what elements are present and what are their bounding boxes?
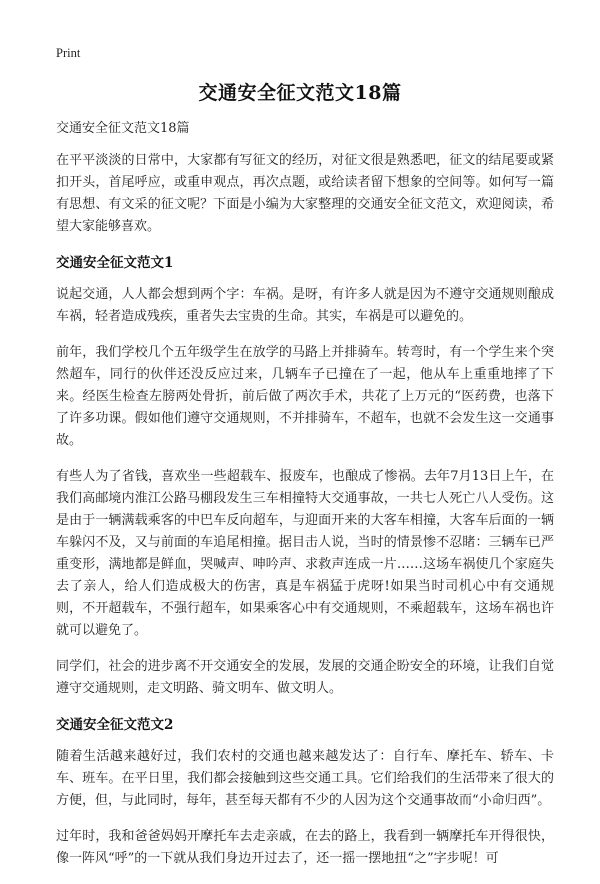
section1-paragraph: 说起交通，人人都会想到两个字：车祸。是呀，有许多人就是因为不遵守交通规则酿成车祸，轻者造成残疾，重者失去宝贵的生命。其实，车祸是可以避免的。 — [56, 287, 554, 324]
page-title: 交通安全征文范文18篇 — [198, 82, 402, 104]
section1-paragraph: 同学们，社会的进步离不开交通安全的发展，发展的交通企盼安全的环境，让我们自觉遵守交通规则，走文明路、骑文明车、做文明人。 — [56, 659, 554, 696]
print-link[interactable]: Print — [56, 46, 81, 60]
section2-paragraph: 过年时，我和爸爸妈妈开摩托车去走亲戚，在去的路上，我看到一辆摩托车开得很快，像一阵风“呼”的一下就从我们身边开过去了，还一摇一摆地扭“之”字步呢！可 — [56, 829, 554, 866]
section-heading-2: 交通安全征文范文2 — [56, 717, 174, 733]
article-subtitle: 交通安全征文范文18篇 — [56, 121, 190, 136]
section2-paragraph: 随着生活越来越好过，我们农村的交通也越来越发达了：自行车、摩托车、轿车、卡车、班车。在平日里，我们都会接触到这些交通工具。它们给我们的生活带来了很大的方便，但，与此同时，每年，甚至每天都有不少的人因为这个交通事故而“小命归西”。 — [56, 749, 554, 808]
article-body — [56, 118, 554, 884]
section1-paragraph: 有些人为了省钱，喜欢坐一些超载车、报废车，也酿成了惨祸。去年7月13日上午，在我们高邮境内淮江公路马棚段发生三车相撞特大交通事故，一共七人死亡八人受伤。这是由于一辆满载乘客的中巴车反向超车，与迎面开来的大客车相撞，大客车后面的一辆车躲闪不及，又与前面的车追尾相撞。据目击人说，当时的情景惨不忍睹：三辆车已严重变形，满地都是鲜血，哭喊声、呻吟声、求救声连成一片……这场车祸使几个家庭失去了亲人，给人们造成极大的伤害，真是车祸猛于虎呀!如果当时司机心中有交通规则，不开超载车，不强行超车，如果乘客心中有交通规则，不乘超载车，这场车祸也许就可以避免了。 — [56, 469, 554, 638]
section1-paragraph: 前年，我们学校几个五年级学生在放学的马路上并排骑车。转弯时，有一个学生来个突然超车，同行的伙伴还没反应过来，几辆车子已撞在了一起，他从车上重重地摔了下来。经医生检查左膀两处骨折，前后做了两次手术，共花了上万元的“医药费，也落下了许多功课。假如他们遵守交通规则，不并排骑车，不超车，也就不会发生这一交通事故。 — [56, 345, 554, 448]
section-heading-1: 交通安全征文范文1 — [56, 255, 174, 271]
intro-paragraph: 在平平淡淡的日常中，大家都有写征文的经历，对征文很是熟悉吧，征文的结尾要或紧扣开头，首尾呼应，或重申观点，再次点题，或给读者留下想象的空间等。如何写一篇有思想、有文采的征文呢？下面是小编为大家整理的交通安全征文范文，欢迎阅读，希望大家能够喜欢。 — [56, 153, 554, 234]
